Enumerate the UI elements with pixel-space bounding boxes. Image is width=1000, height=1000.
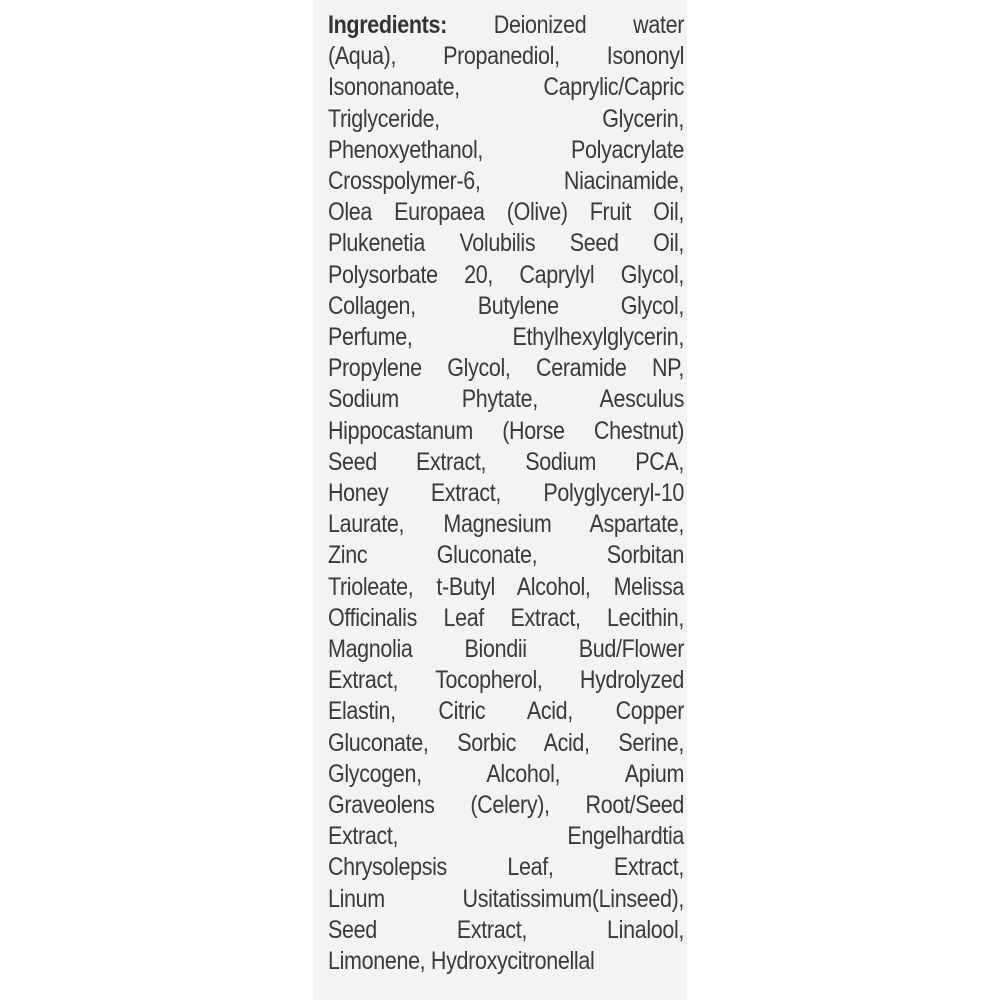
ingredient-line: Plukenetia Volubilis Seed Oil, — [328, 229, 685, 258]
ingredient-line: Honey Extract, Polyglyceryl-10 — [328, 479, 685, 508]
ingredient-line: Gluconate, Sorbic Acid, Serine, — [328, 728, 685, 757]
ingredient-line: Trioleate, t-Butyl Alcohol, Melissa — [328, 572, 685, 601]
ingredient-line: Crosspolymer-6, Niacinamide, — [328, 167, 685, 196]
ingredient-line: Phenoxyethanol, Polyacrylate — [328, 135, 685, 164]
ingredient-line: Glycogen, Alcohol, Apium — [328, 759, 685, 788]
ingredient-line: Zinc Gluconate, Sorbitan — [328, 541, 685, 570]
ingredient-line: Extract, Engelhardtia — [328, 822, 685, 851]
ingredient-line: Hippocastanum (Horse Chestnut) — [328, 416, 685, 445]
ingredient-line: Olea Europaea (Olive) Fruit Oil, — [328, 198, 685, 227]
ingredient-line: Perfume, Ethylhexylglycerin, — [328, 323, 685, 352]
ingredient-line: Polysorbate 20, Caprylyl Glycol, — [328, 260, 685, 289]
ingredient-line: Linum Usitatissimum(Linseed), — [328, 884, 685, 913]
ingredients-heading: Ingredients: — [328, 11, 447, 39]
ingredient-line: Seed Extract, Sodium PCA, — [328, 447, 685, 476]
ingredient-line: Chrysolepsis Leaf, Extract, — [328, 853, 685, 882]
ingredient-line: (Aqua), Propanediol, Isononyl — [328, 42, 685, 71]
ingredients-list — [328, 10, 685, 977]
left-margin — [0, 0, 313, 1000]
ingredient-line: Collagen, Butylene Glycol, — [328, 291, 685, 320]
ingredient-line: Officinalis Leaf Extract, Lecithin, — [328, 603, 685, 632]
right-margin — [687, 0, 1000, 1000]
ingredient-line: Graveolens (Celery), Root/Seed — [328, 791, 685, 820]
ingredient-line: Extract, Tocopherol, Hydrolyzed — [328, 666, 685, 695]
ingredient-line: Limonene, Hydroxycitronellal — [328, 947, 595, 976]
ingredient-line: Magnolia Biondii Bud/Flower — [328, 635, 685, 664]
ingredient-line: Elastin, Citric Acid, Copper — [328, 697, 685, 726]
ingredient-line: Laurate, Magnesium Aspartate, — [328, 510, 685, 539]
ingredient-line: Isononanoate, Caprylic/Capric — [328, 73, 685, 102]
ingredient-line: Seed Extract, Linalool, — [328, 915, 685, 944]
ingredient-line: Ingredients: Deionized water — [328, 11, 685, 39]
ingredient-line: Propylene Glycol, Ceramide NP, — [328, 354, 685, 383]
ingredient-line: Sodium Phytate, Aesculus — [328, 385, 685, 414]
ingredient-line: Triglyceride, Glycerin, — [328, 104, 685, 133]
